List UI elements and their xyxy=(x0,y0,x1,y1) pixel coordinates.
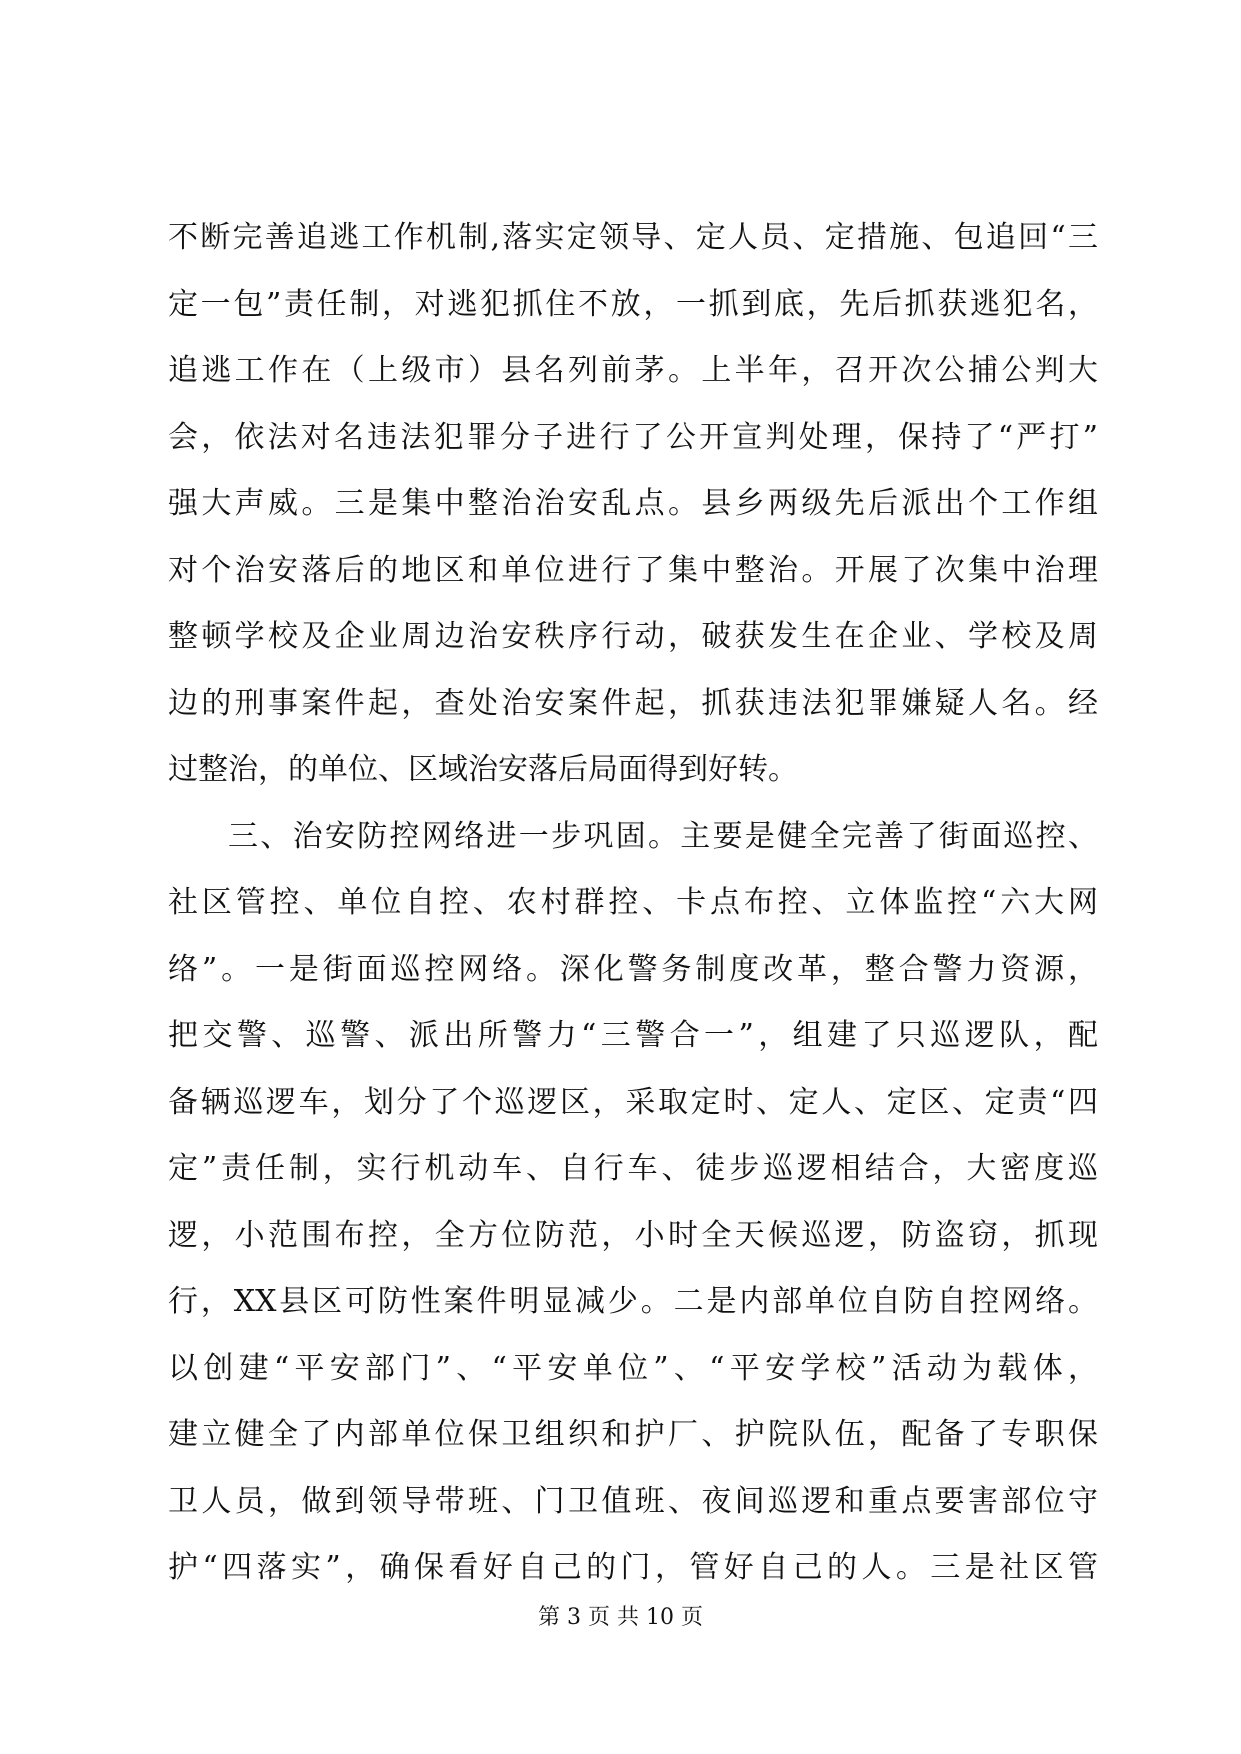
page-number-footer: 第 3 页 共 10 页 xyxy=(538,1605,703,1630)
text-line: 定一包”责任制，对逃犯抓住不放，一抓到底，先后抓获逃犯名， xyxy=(168,286,1098,322)
text-line: 卫人员，做到领导带班、门卫值班、夜间巡逻和重点要害部位守 xyxy=(168,1483,1098,1519)
text-line: 会，依法对名违法犯罪分子进行了公开宣判处理，保持了“严打” xyxy=(168,419,1098,455)
text-line: 护“四落实”，确保看好自己的门，管好自己的人。三是社区管 xyxy=(168,1550,1098,1585)
text-line: 把交警、巡警、派出所警力“三警合一”，组建了只巡逻队，配 xyxy=(168,1018,1098,1053)
text-line: 过整治，的单位、区域治安落后局面得到好转。 xyxy=(168,752,798,787)
paragraph xyxy=(168,809,1098,1607)
text-line: 整顿学校及企业周边治安秩序行动，破获发生在企业、学校及周 xyxy=(168,619,1098,654)
text-line: 逻，小范围布控，全方位防范，小时全天候巡逻，防盗窃，抓现 xyxy=(168,1217,1098,1253)
text-line: 不断完善追逃工作机制,落实定领导、定人员、定措施、包追回“三 xyxy=(168,220,1098,255)
text-line: 备辆巡逻车，划分了个巡逻区，采取定时、定人、定区、定责“四 xyxy=(168,1084,1098,1120)
text-line: 建立健全了内部单位保卫组织和护厂、护院队伍，配备了专职保 xyxy=(168,1417,1098,1452)
text-line: 络”。一是街面巡控网络。深化警务制度改革，整合警力资源， xyxy=(168,951,1098,987)
text-line: 对个治安落后的地区和单位进行了集中整治。开展了次集中治理 xyxy=(168,552,1098,588)
text-line: 边的刑事案件起，查处治安案件起，抓获违法犯罪嫌疑人名。经 xyxy=(168,685,1098,721)
text-line: 追逃工作在（上级市）县名列前茅。上半年，召开次公捕公判大 xyxy=(168,353,1098,388)
text-line: 行，XX县区可防性案件明显减少。二是内部单位自防自控网络。 xyxy=(168,1284,1098,1319)
body-text xyxy=(168,210,1098,1607)
text-line: 强大声威。三是集中整治治安乱点。县乡两级先后派出个工作组 xyxy=(168,486,1098,521)
text-line: 三、治安防控网络进一步巩固。主要是健全完善了街面巡控、 xyxy=(228,818,1098,854)
text-line: 以创建“平安部门”、“平安单位”、“平安学校”活动为载体， xyxy=(168,1350,1098,1386)
text-line: 定”责任制，实行机动车、自行车、徒步巡逻相结合，大密度巡 xyxy=(168,1151,1098,1186)
text-line: 社区管控、单位自控、农村群控、卡点布控、立体监控“六大网 xyxy=(168,885,1098,920)
paragraph xyxy=(168,210,1098,809)
